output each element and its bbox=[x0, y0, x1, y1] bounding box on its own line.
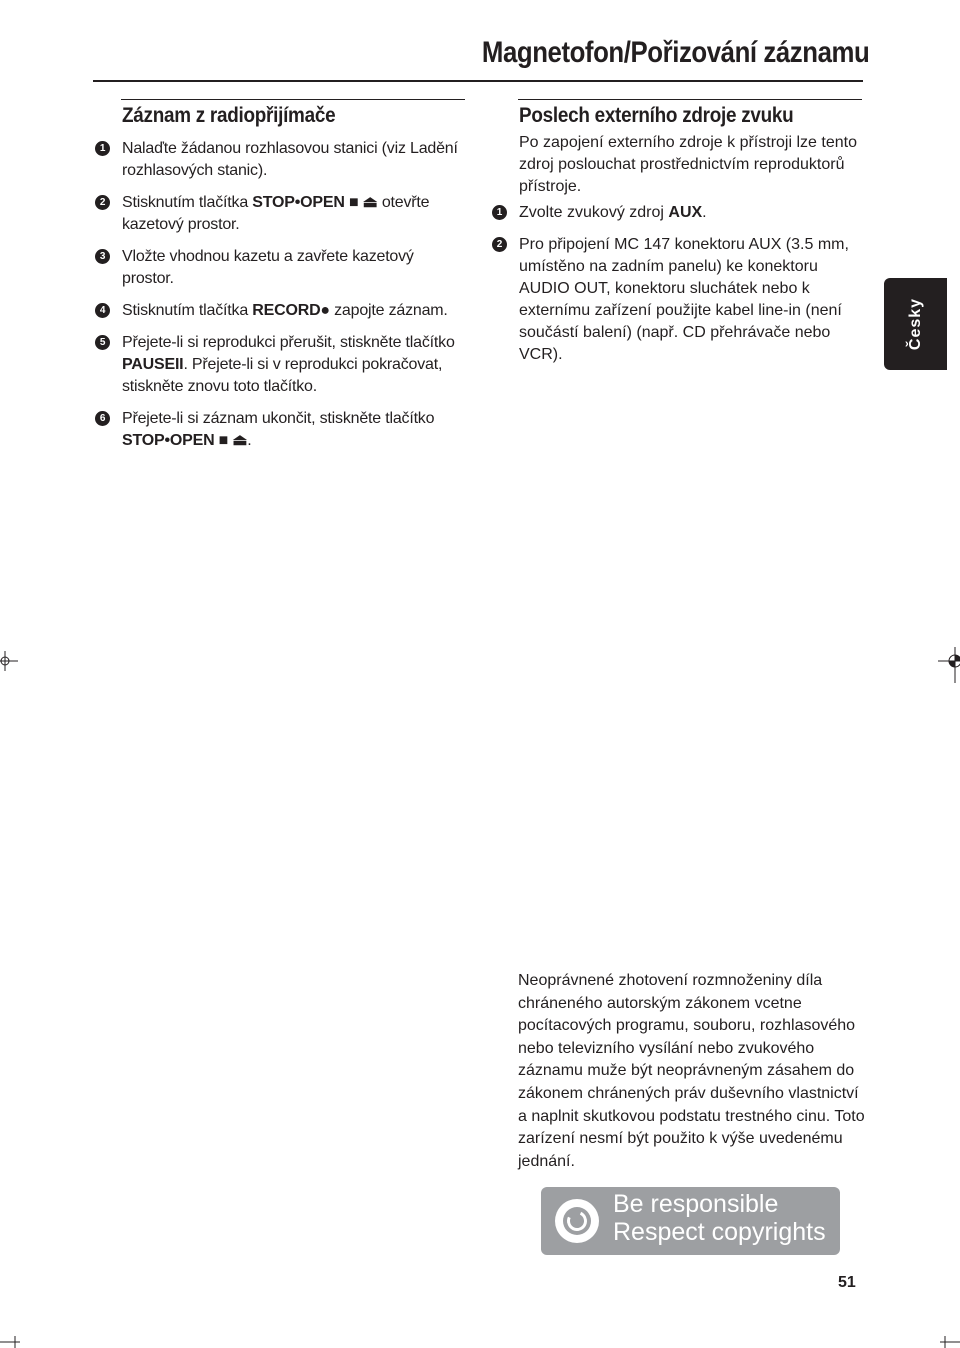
step-text: Nalaďte žádanou rozhlasovou stanici (viz Ladění rozhlasových stanic). bbox=[122, 140, 458, 179]
button-name-stop-open: STOP•OPEN ■ ⏏ bbox=[122, 432, 248, 449]
right-column bbox=[490, 99, 862, 376]
list-item bbox=[93, 300, 465, 322]
crop-mark-icon bbox=[0, 647, 18, 675]
title-rule bbox=[93, 80, 863, 82]
section-rule bbox=[121, 99, 465, 100]
step-text: Pro připojení MC 147 konektoru AUX (3.5 mm, umístěno na zadním panelu) ke konektoru AUDIO OUT, konektoru sluchátek nebo k externímu zařízení použijte kabel line-in (není součástí balení) (např. CD přehrávače nebo VCR). bbox=[519, 236, 849, 363]
language-tab bbox=[884, 278, 947, 370]
step-number: 1 bbox=[95, 141, 110, 156]
external-source-steps bbox=[490, 202, 862, 366]
step-number: 1 bbox=[492, 205, 507, 220]
step-text: Přejete-li si reprodukci přerušit, stiskněte tlačítko bbox=[122, 334, 455, 351]
respect-copyrights-badge bbox=[541, 1187, 840, 1255]
list-item bbox=[93, 192, 465, 236]
step-text: Zvolte zvukový zdroj bbox=[519, 204, 669, 221]
list-item bbox=[93, 408, 465, 452]
step-number: 2 bbox=[492, 237, 507, 252]
step-text: . Přejete-li si v reprodukci pokračovat, stiskněte znovu toto tlačítko. bbox=[122, 356, 443, 395]
badge-line-1: Be responsible bbox=[613, 1190, 779, 1218]
step-text: Stisknutím tlačítka bbox=[122, 302, 253, 319]
left-column bbox=[93, 99, 465, 462]
registration-mark-icon bbox=[938, 647, 960, 683]
list-item bbox=[490, 234, 862, 366]
step-number: 4 bbox=[95, 303, 110, 318]
step-text: Přejete-li si záznam ukončit, stiskněte tlačítko bbox=[122, 410, 435, 427]
list-item bbox=[93, 332, 465, 398]
step-text: . bbox=[702, 204, 707, 221]
step-text: otevřte kazetový prostor. bbox=[122, 194, 430, 233]
step-text: zapojte záznam. bbox=[329, 302, 448, 319]
step-number: 5 bbox=[95, 335, 110, 350]
page-number: 51 bbox=[838, 1274, 856, 1291]
button-name-stop-open: STOP•OPEN ■ ⏏ bbox=[252, 194, 378, 211]
page-title: Magnetofon/Pořizování záznamu bbox=[481, 36, 870, 69]
section-intro: Po zapojení externího zdroje k přístroji lze tento zdroj poslouchat prostřednictvím reproduktorů přístroje. bbox=[519, 134, 857, 195]
step-number: 3 bbox=[95, 249, 110, 264]
list-item bbox=[93, 246, 465, 290]
step-text: . bbox=[247, 432, 252, 449]
badge-line-2: Respect copyrights bbox=[613, 1218, 826, 1246]
copyright-circle-icon bbox=[555, 1199, 599, 1243]
section-rule bbox=[518, 99, 862, 100]
step-number: 2 bbox=[95, 195, 110, 210]
button-name-aux: AUX bbox=[668, 204, 703, 221]
step-text: Stisknutím tlačítka bbox=[122, 194, 253, 211]
list-item bbox=[93, 138, 465, 182]
print-trim-marks bbox=[0, 1336, 960, 1348]
step-number: 6 bbox=[95, 411, 110, 426]
list-item bbox=[490, 202, 862, 224]
button-name-record: RECORD● bbox=[252, 302, 330, 319]
section-heading-radio-recording: Záznam z radiopřijímače bbox=[122, 104, 336, 127]
recording-steps bbox=[93, 138, 465, 452]
language-tab-label: Česky bbox=[906, 297, 924, 351]
section-heading-external-source: Poslech externího zdroje zvuku bbox=[519, 104, 794, 127]
step-text: Vložte vhodnou kazetu a zavřete kazetový prostor. bbox=[122, 248, 414, 287]
button-name-pause: PAUSEII bbox=[122, 356, 184, 373]
copyright-notice: Neoprávnené zhotovení rozmnoženiny díla chráneného autorským zákonem vcetne pocítacových programu, souboru, rozhlasového nebo televizního vysílání nebo zvukového záznamu muže být neoprávneným zásahem do zákonem chránených práv duševního vlastnictví a naplnit skutkovou podstatu trestného cinu. Toto zarízení nesmí být použito k výše uvedenému jednání. bbox=[518, 972, 865, 1170]
